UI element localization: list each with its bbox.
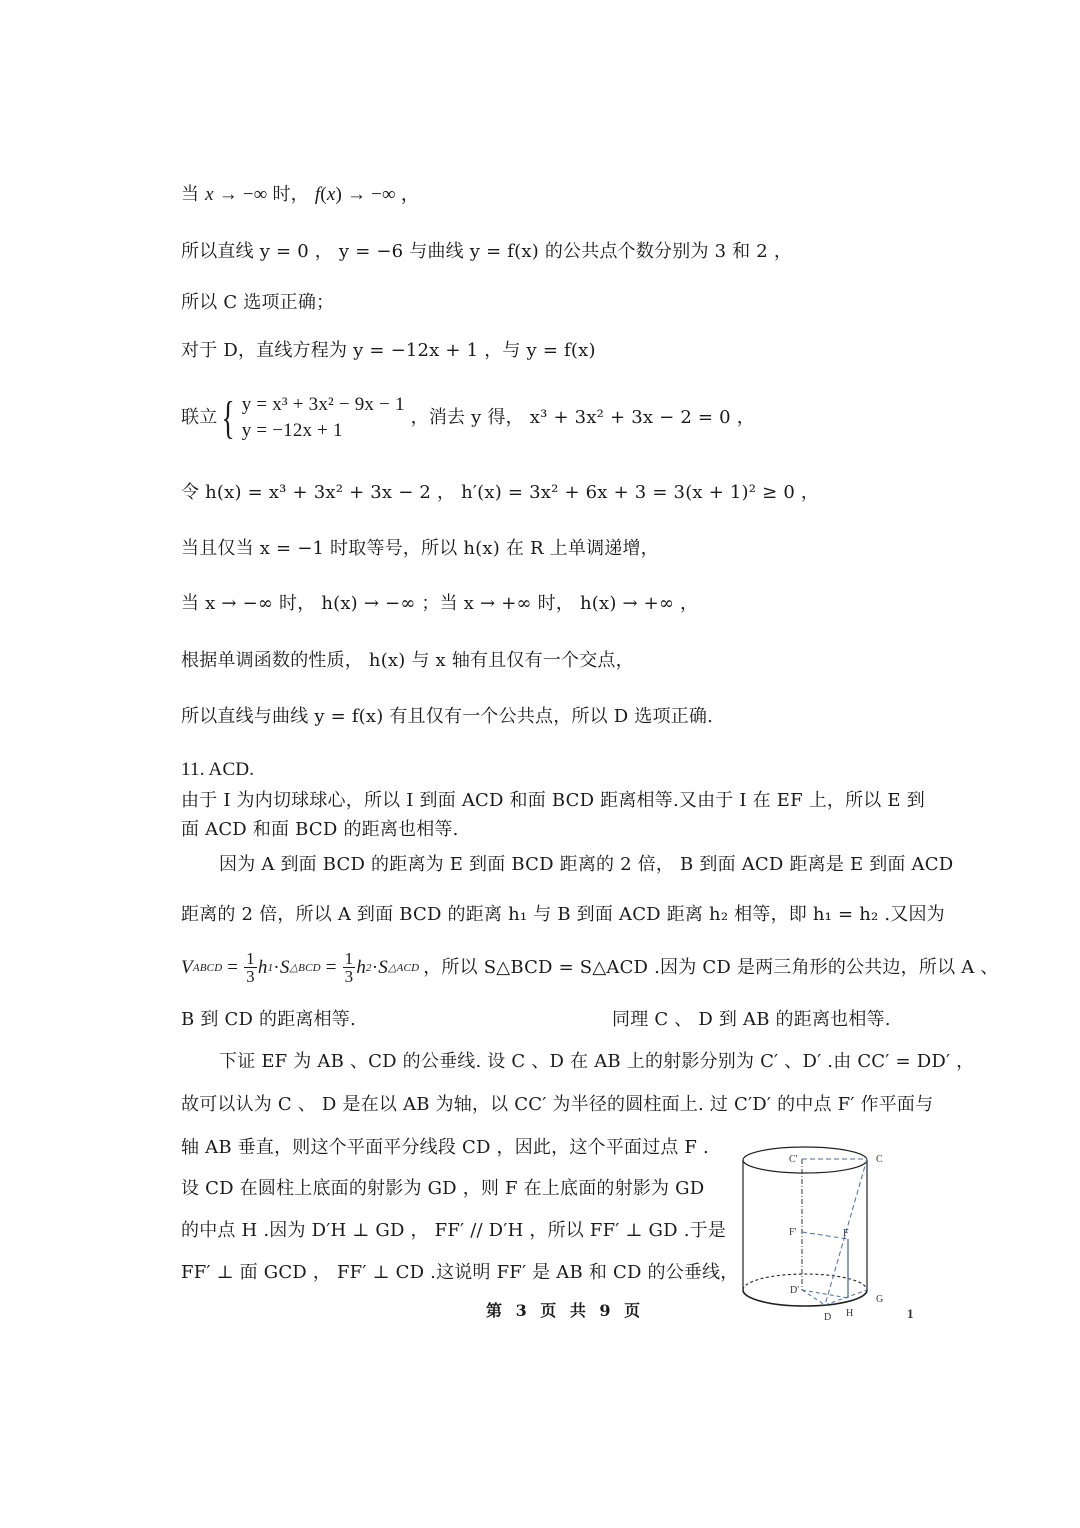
label-d: D <box>824 1312 832 1323</box>
text-line: 由于 I 为内切球球心，所以 I 到面 ACD 和面 BCD 距离相等.又由于 I 在 EF 上，所以 E 到 <box>181 790 925 811</box>
math: ABCD <box>192 961 223 974</box>
cylinder-top-ellipse <box>743 1147 867 1173</box>
page-mark: 1 <box>907 1306 914 1321</box>
label-g: G <box>876 1294 884 1305</box>
text-line: 距离的 2 倍，所以 A 到面 BCD 的距离 h₁ 与 B 到面 ACD 距离 h₂ 相等，即 h₁ = h₂ .又因为 <box>181 904 945 925</box>
text-line: 当且仅当 x = −1 时取等号，所以 h(x) 在 R 上单调递增， <box>181 538 659 559</box>
text-line: 当 x → −∞ 时， h(x) → −∞ ；当 x → +∞ 时， h(x) → +∞ ， <box>181 593 699 614</box>
text-line: FF′ ⊥ 面 GCD ， FF′ ⊥ CD .这说明 FF′ 是 AB 和 CD 的公垂线， <box>181 1262 739 1283</box>
math: 2 <box>366 961 372 974</box>
math: x <box>205 184 214 205</box>
text-line: 根据单调函数的性质， h(x) 与 x 轴有且仅有一个交点， <box>181 650 634 671</box>
text: 联立 <box>181 407 218 428</box>
text-line: 令 h(x) = x³ + 3x² + 3x − 2 ， h′(x) = 3x² + 6x + 3 = 3(x + 1)² ≥ 0 ， <box>181 482 820 503</box>
text-line: 因为 A 到面 BCD 的距离为 E 到面 BCD 距离的 2 倍， B 到面 ACD 距离是 E 到面 ACD <box>219 854 954 875</box>
text-line <box>181 183 420 207</box>
text: ，消去 y 得， x³ + 3x² + 3x − 2 = 0 ， <box>410 407 755 428</box>
text-line: 故可以认为 C 、 D 是在以 AB 为轴，以 CC′ 为半径的圆柱面上. 过 C′D′ 的中点 F′ 作平面与 <box>181 1094 934 1115</box>
segment-d-prime-d <box>802 1290 825 1305</box>
text-line: 面 ACD 和面 BCD 的距离也相等. <box>181 819 459 840</box>
text-line: 所以直线 y = 0 ， y = −6 与曲线 y = f(x) 的公共点个数分别为 3 和 2 ， <box>181 241 793 262</box>
equation-row: y = x³ + 3x² − 9x − 1 <box>241 394 405 415</box>
math: · <box>371 956 379 978</box>
math: · <box>273 956 280 978</box>
text-line: 所以 C 选项正确； <box>181 292 335 313</box>
math: 1 <box>267 961 274 974</box>
segment-ff-prime <box>802 1232 848 1239</box>
math: x <box>326 184 336 205</box>
fraction: $\frac{1}{3}$ <box>344 949 354 986</box>
equation-system <box>217 392 404 444</box>
text: 时， <box>272 184 315 205</box>
math: V <box>181 956 193 978</box>
math: S <box>378 956 388 978</box>
text-line: B 到 CD 的距离相等. <box>181 1009 356 1030</box>
text-line: 对于 D，直线方程为 y = −12x + 1 ，与 y = f(x) <box>181 340 596 361</box>
text-line: 下证 EF 为 AB 、CD 的公垂线. 设 C 、D 在 AB 上的射影分别为 C′ 、D′ .由 CC′ = DD′ ， <box>219 1051 975 1072</box>
cylinder-diagram <box>735 1140 925 1325</box>
text-line: 的中点 H .因为 D′H ⊥ GD ， FF′ // D′H ，所以 FF′ ⊥ GD .于是 <box>181 1220 727 1241</box>
text-line: 设 CD 在圆柱上底面的射影为 GD ，则 F 在上底面的射影为 GD <box>181 1178 705 1199</box>
math: h <box>356 956 367 978</box>
label-h: H <box>846 1308 854 1319</box>
math: → −∞ <box>213 184 273 205</box>
brace-icon: { <box>221 392 236 443</box>
math: ) → −∞ ， <box>335 184 420 205</box>
math: = <box>222 956 244 978</box>
label-f: F <box>843 1228 849 1239</box>
text: ，所以 S△BCD = S△ACD .因为 CD 是两三角形的公共边，所以 A 、 <box>423 956 999 978</box>
question-heading: 11. ACD. <box>181 759 255 780</box>
text-line: 所以直线与曲线 y = f(x) 有且仅有一个公共点，所以 D 选项正确. <box>181 706 713 727</box>
label-f-prime: F' <box>789 1227 797 1238</box>
math: △BCD <box>289 961 321 974</box>
fraction: $\frac{1}{3}$ <box>246 949 255 986</box>
label-d-prime: D' <box>790 1285 800 1296</box>
text-line: 同理 C 、 D 到 AB 的距离也相等. <box>612 1009 891 1030</box>
math: f <box>314 184 321 205</box>
math: = <box>320 956 342 978</box>
math: h <box>257 956 268 978</box>
equation-system-line <box>181 392 755 444</box>
text: 当 <box>181 184 206 205</box>
equation-row: y = −12x + 1 <box>241 420 343 441</box>
math: ( <box>320 184 327 205</box>
label-c-prime: C' <box>789 1154 798 1165</box>
volume-formula-line <box>181 950 999 985</box>
label-c: C <box>876 1154 883 1165</box>
math: S <box>279 956 290 978</box>
math: △ACD <box>387 961 420 974</box>
text-line: 轴 AB 垂直，则这个平面平分线段 CD ，因此，这个平面过点 F . <box>181 1137 709 1158</box>
page-footer: 第 3 页 共 9 页 <box>486 1301 645 1320</box>
